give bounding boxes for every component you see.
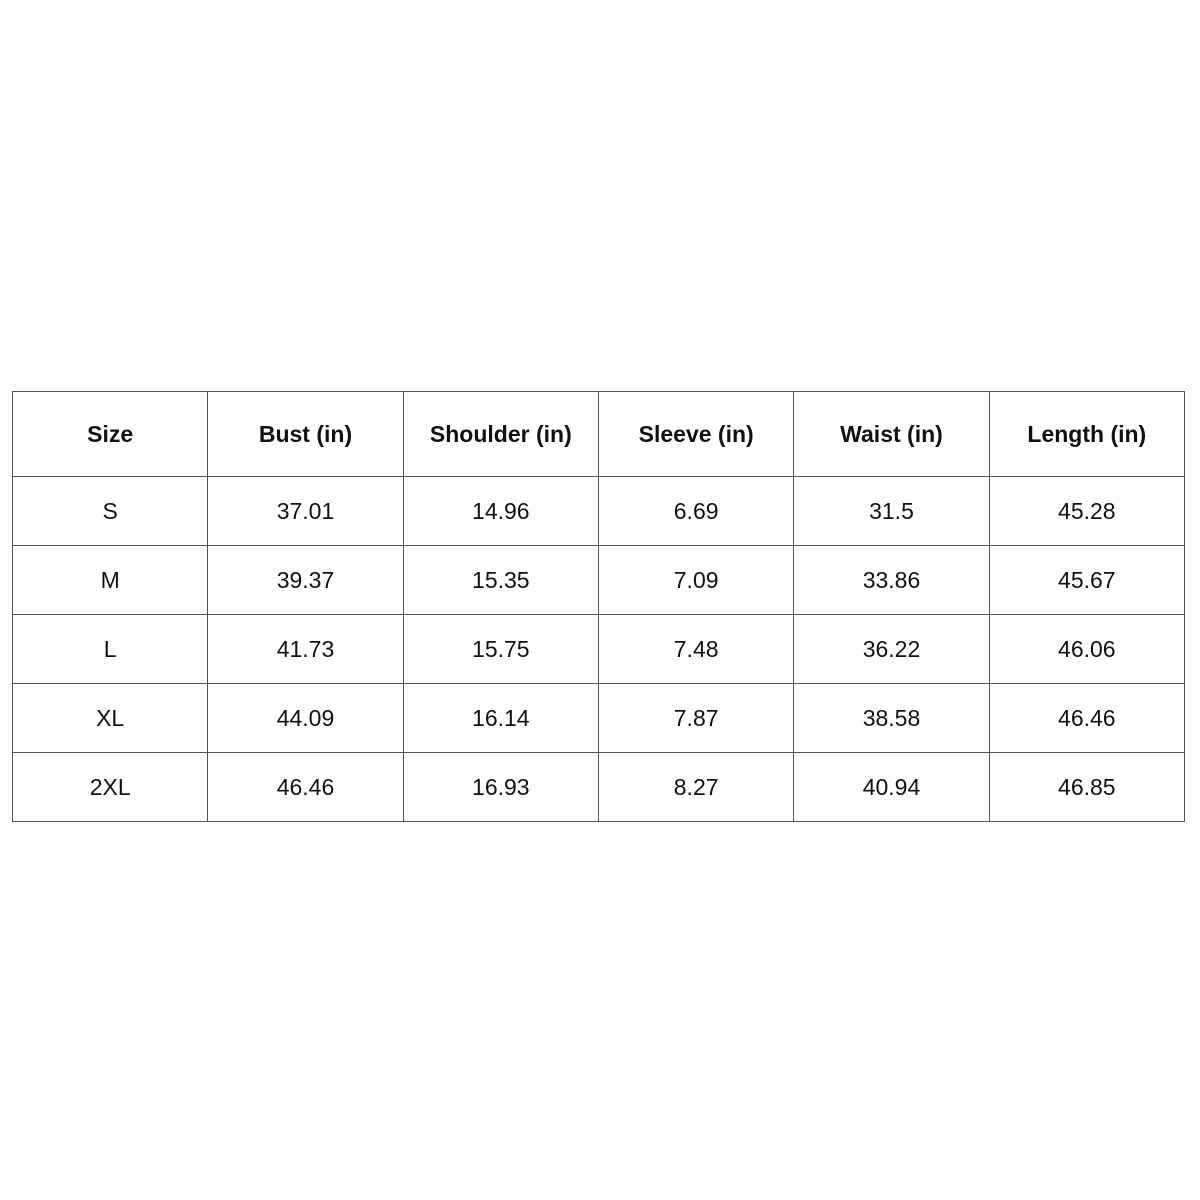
cell-size: XL bbox=[13, 684, 208, 753]
cell-length: 46.06 bbox=[989, 615, 1184, 684]
cell-waist: 33.86 bbox=[794, 546, 989, 615]
cell-bust: 46.46 bbox=[208, 753, 403, 822]
cell-size: L bbox=[13, 615, 208, 684]
cell-length: 46.46 bbox=[989, 684, 1184, 753]
cell-shoulder: 16.93 bbox=[403, 753, 598, 822]
cell-size: 2XL bbox=[13, 753, 208, 822]
cell-waist: 31.5 bbox=[794, 477, 989, 546]
cell-shoulder: 16.14 bbox=[403, 684, 598, 753]
cell-size: M bbox=[13, 546, 208, 615]
cell-length: 45.67 bbox=[989, 546, 1184, 615]
header-shoulder: Shoulder (in) bbox=[403, 392, 598, 477]
cell-shoulder: 14.96 bbox=[403, 477, 598, 546]
cell-size: S bbox=[13, 477, 208, 546]
cell-bust: 39.37 bbox=[208, 546, 403, 615]
size-chart-table bbox=[12, 391, 1185, 822]
header-bust: Bust (in) bbox=[208, 392, 403, 477]
cell-sleeve: 8.27 bbox=[598, 753, 793, 822]
cell-length: 46.85 bbox=[989, 753, 1184, 822]
cell-bust: 41.73 bbox=[208, 615, 403, 684]
cell-bust: 37.01 bbox=[208, 477, 403, 546]
header-length: Length (in) bbox=[989, 392, 1184, 477]
table-row bbox=[13, 615, 1185, 684]
header-waist: Waist (in) bbox=[794, 392, 989, 477]
cell-length: 45.28 bbox=[989, 477, 1184, 546]
cell-waist: 36.22 bbox=[794, 615, 989, 684]
table-row bbox=[13, 546, 1185, 615]
cell-bust: 44.09 bbox=[208, 684, 403, 753]
cell-shoulder: 15.75 bbox=[403, 615, 598, 684]
table-header bbox=[13, 392, 1185, 477]
table-row bbox=[13, 684, 1185, 753]
cell-sleeve: 7.09 bbox=[598, 546, 793, 615]
cell-sleeve: 6.69 bbox=[598, 477, 793, 546]
header-row bbox=[13, 392, 1185, 477]
header-size: Size bbox=[13, 392, 208, 477]
cell-waist: 40.94 bbox=[794, 753, 989, 822]
table-body bbox=[13, 477, 1185, 822]
table-row bbox=[13, 477, 1185, 546]
cell-sleeve: 7.87 bbox=[598, 684, 793, 753]
table-row bbox=[13, 753, 1185, 822]
header-sleeve: Sleeve (in) bbox=[598, 392, 793, 477]
cell-sleeve: 7.48 bbox=[598, 615, 793, 684]
cell-shoulder: 15.35 bbox=[403, 546, 598, 615]
cell-waist: 38.58 bbox=[794, 684, 989, 753]
